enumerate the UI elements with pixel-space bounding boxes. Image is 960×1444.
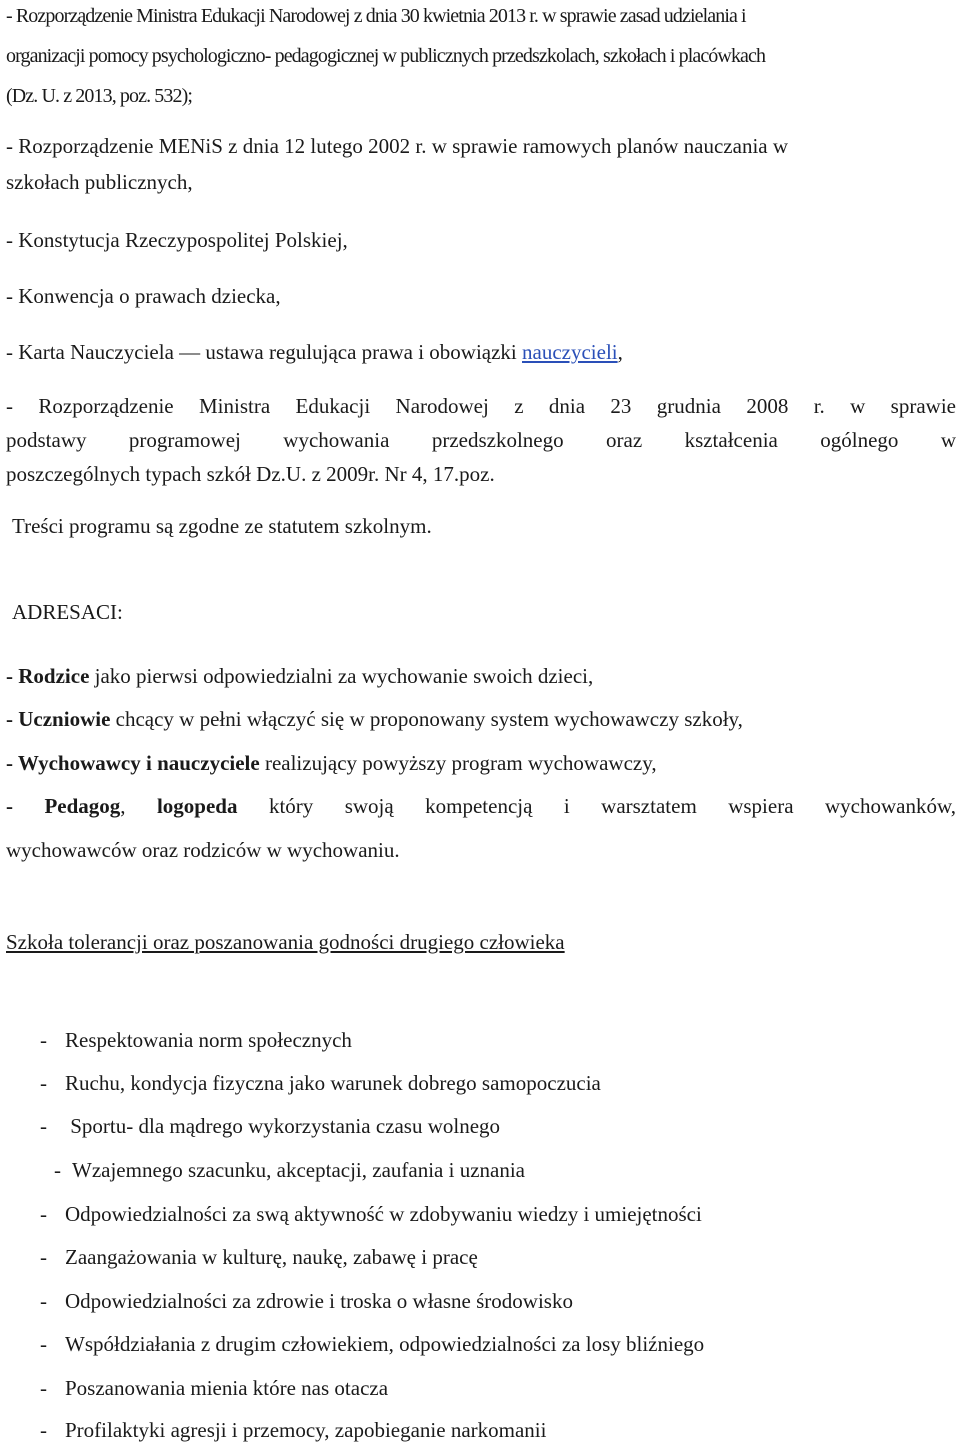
list-item	[40, 1202, 702, 1226]
list-item-text: Profilaktyki agresji i przemocy, zapobieganie narkomanii	[65, 1418, 547, 1442]
list-dash: -	[40, 1289, 47, 1313]
convention-item: - Konwencja o prawach dziecka,	[6, 284, 281, 308]
pedagog-separator: ,	[120, 794, 126, 818]
addressee-pedagog	[6, 794, 956, 818]
karta-dash: —	[179, 340, 201, 364]
list-dash: -	[40, 1028, 47, 1052]
list-item	[40, 1028, 352, 1052]
karta-suffix: ,	[617, 340, 623, 364]
list-dash: -	[40, 1202, 47, 1226]
pedagog-text: który swoją kompetencją i warsztatem wspiera wychowanków,	[268, 794, 956, 818]
regulation-2008-line-2: podstawy programowej wychowania przedszkolnego oraz kształcenia ogólnego w	[6, 428, 956, 452]
legal-basis-line-3: (Dz. U. z 2013, poz. 532);	[6, 85, 192, 107]
list-item-text: Współdziałania z drugim człowiekiem, odpowiedzialności za losy bliźniego	[65, 1332, 705, 1356]
addressees-heading: ADRESACI:	[12, 600, 123, 624]
menis-regulation-line-2: szkołach publicznych,	[6, 170, 193, 194]
addressee-pedagog-line-2: wychowawców oraz rodziców w wychowaniu.	[6, 838, 400, 862]
addressee-text: chcący w pełni włączyć się w proponowany system wychowawczy szkoły,	[110, 707, 743, 731]
addressee-teachers	[6, 751, 657, 775]
constitution-item: - Konstytucja Rzeczypospolitej Polskiej,	[6, 228, 348, 252]
karta-text: ustawa regulująca prawa i obowiązki	[205, 340, 517, 364]
regulation-2008-line-1: - Rozporządzenie Ministra Edukacji Narodowej z dnia 23 grudnia 2008 r. w sprawie	[6, 394, 956, 418]
list-dash: -	[40, 1418, 47, 1442]
list-item-text: Poszanowania mienia które nas otacza	[65, 1376, 389, 1400]
list-item-text: Wzajemnego szacunku, akceptacji, zaufania i uznania	[72, 1158, 526, 1182]
nauczycieli-link[interactable]: nauczycieli	[522, 340, 618, 364]
tolerance-heading: Szkoła tolerancji oraz poszanowania godności drugiego człowieka	[6, 930, 565, 954]
list-item	[40, 1332, 704, 1356]
list-item	[54, 1158, 525, 1182]
addressee-label: - Wychowawcy i nauczyciele	[6, 751, 260, 775]
addressee-text: jako pierwsi odpowiedzialni za wychowanie swoich dzieci,	[89, 664, 594, 688]
regulation-2008-line-3: poszczególnych typach szkół Dz.U. z 2009r. Nr 4, 17.poz.	[6, 462, 495, 486]
list-item	[40, 1071, 601, 1095]
karta-nauczyciela-item	[6, 340, 623, 364]
addressee-label: - Uczniowie	[6, 707, 111, 731]
list-dash: -	[40, 1332, 47, 1356]
list-dash: -	[40, 1376, 47, 1400]
list-item-text: Ruchu, kondycja fizyczna jako warunek dobrego samopoczucia	[65, 1071, 601, 1095]
legal-basis-line-2: organizacji pomocy psychologiczno- pedagogicznej w publicznych przedszkolach, szkołach i placówkach	[6, 45, 766, 67]
list-item	[40, 1418, 546, 1442]
list-dash: -	[54, 1158, 61, 1182]
addressee-label: - Rodzice	[6, 664, 90, 688]
list-dash: -	[40, 1114, 47, 1138]
list-dash: -	[40, 1245, 47, 1269]
list-dash: -	[40, 1071, 47, 1095]
list-item-text: Zaangażowania w kulturę, naukę, zabawę i pracę	[65, 1245, 478, 1269]
list-item	[40, 1114, 500, 1138]
list-item	[40, 1376, 388, 1400]
statute-note: Treści programu są zgodne ze statutem szkolnym.	[12, 514, 432, 538]
list-item-text: Respektowania norm społecznych	[65, 1028, 352, 1052]
addressee-students	[6, 707, 743, 731]
menis-regulation-line-1: - Rozporządzenie MENiS z dnia 12 lutego 2002 r. w sprawie ramowych planów nauczania w	[6, 134, 789, 158]
addressee-text: realizujący powyższy program wychowawczy,	[259, 751, 657, 775]
list-item	[40, 1289, 573, 1313]
list-item-text: Odpowiedzialności za zdrowie i troska o własne środowisko	[65, 1289, 573, 1313]
logopeda-label: logopeda	[156, 794, 238, 818]
addressee-parents	[6, 664, 593, 688]
list-item	[40, 1245, 478, 1269]
list-item-text: Odpowiedzialności za swą aktywność w zdobywaniu wiedzy i umiejętności	[65, 1202, 702, 1226]
list-item-text: Sportu- dla mądrego wykorzystania czasu wolnego	[65, 1114, 501, 1138]
karta-prefix: - Karta Nauczyciela	[6, 340, 174, 364]
pedagog-label: - Pedagog	[6, 794, 121, 818]
legal-basis-line-1: - Rozporządzenie Ministra Edukacji Narodowej z dnia 30 kwietnia 2013 r. w sprawie zasad udzielania i	[6, 5, 746, 27]
